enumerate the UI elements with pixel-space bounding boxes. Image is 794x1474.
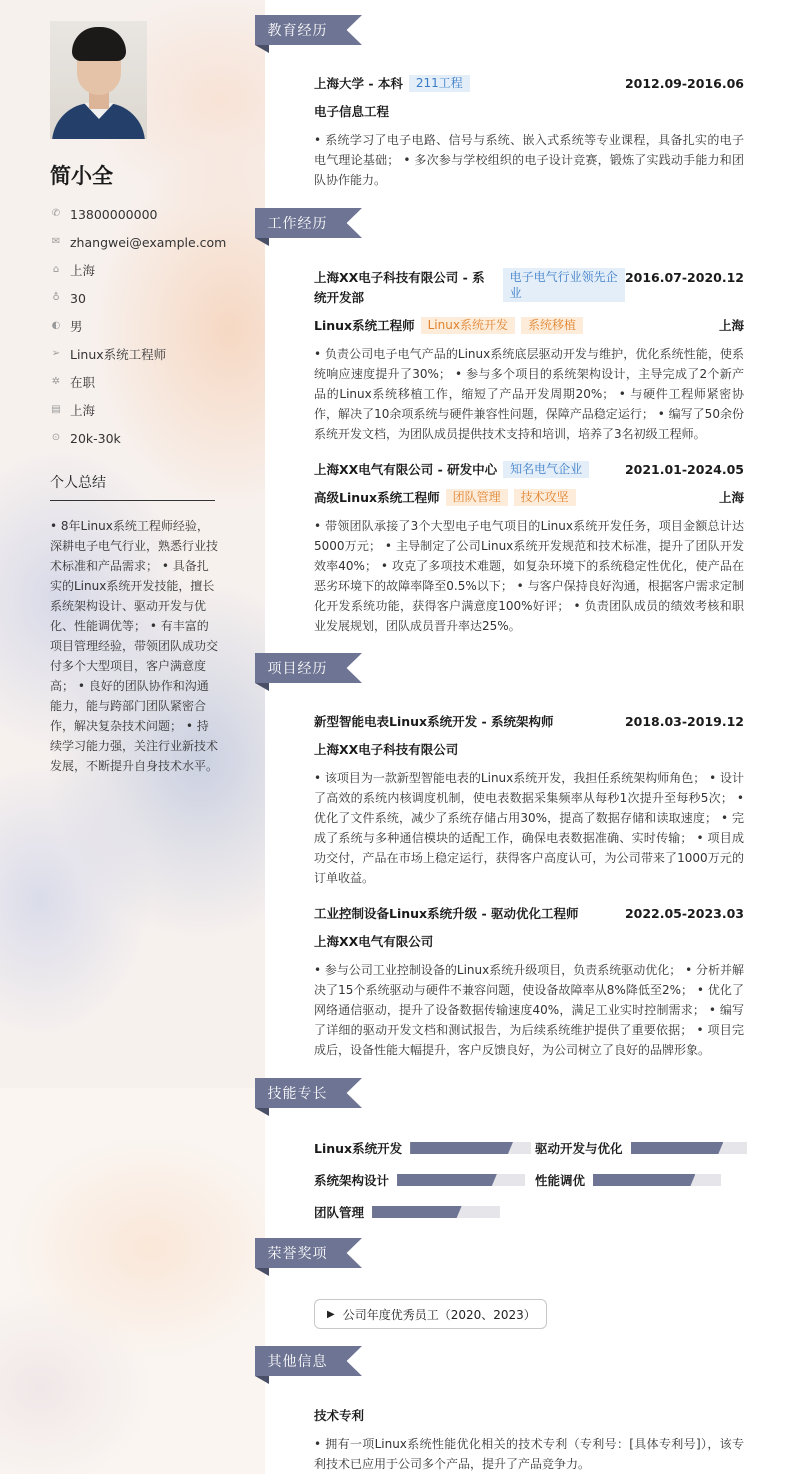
skill-name: Linux系统开发 bbox=[314, 1141, 403, 1156]
education-desc: • 系统学习了电子电路、信号与系统、嵌入式系统等专业课程，具备扎实的电子电气理论基础； • 多次参与学校组织的电子设计竞赛，锻炼了实践动手能力和团队协作能力。 bbox=[314, 133, 744, 187]
section-tab-work bbox=[255, 208, 362, 238]
work-entry bbox=[314, 268, 744, 444]
skill-fill bbox=[410, 1142, 513, 1154]
info-target-city bbox=[50, 396, 226, 424]
skill-name: 系统架构设计 bbox=[314, 1173, 390, 1188]
work-desc: • 带领团队承接了3个大型电子电气项目的Linux系统开发任务，项目金额总计达5000万元； • 主导制定了公司Linux系统开发规范和技术标准，提升了团队开发效率40%； • 攻克了多项技术难题，如复杂环境下的系统稳定性优化，使产品在恶劣环境下的故障率降至0.5%以下； • 与客户保持良好沟通，根据客户需求定制化开发系统功能，获得客户满意度100%好评； • 负责团队成员的绩效考核和职业发展规划，团队成员晋升率达25%。 bbox=[314, 519, 744, 633]
info-target-job bbox=[50, 340, 226, 368]
skill-fill bbox=[397, 1174, 497, 1186]
education-date: 2012.09-2016.06 bbox=[624, 76, 744, 91]
info-salary bbox=[50, 424, 226, 452]
info-email bbox=[50, 228, 226, 256]
caret-right-icon: ▶ bbox=[327, 1308, 335, 1320]
skill-item bbox=[535, 1138, 747, 1158]
skill-bar bbox=[410, 1142, 531, 1154]
section-tab-projects bbox=[255, 653, 362, 683]
section-title: 项目经历 bbox=[255, 653, 340, 683]
section-title: 工作经历 bbox=[255, 208, 340, 238]
award-text: 公司年度优秀员工（2020、2023） bbox=[342, 1307, 536, 1322]
company-tag: 知名电气企业 bbox=[503, 461, 589, 478]
info-gender bbox=[50, 312, 226, 340]
other-entry bbox=[314, 1406, 744, 1474]
home-icon: ⌂ bbox=[52, 264, 60, 275]
work-entry bbox=[314, 460, 744, 636]
section-title: 其他信息 bbox=[255, 1346, 340, 1376]
company-name: 上海XX电气有限公司 - 研发中心 bbox=[314, 462, 498, 477]
company-name: 上海XX电子科技有限公司 - 系统开发部 bbox=[314, 270, 485, 305]
role-tag: 技术攻坚 bbox=[514, 489, 576, 506]
skill-bar bbox=[397, 1174, 525, 1186]
section-title: 教育经历 bbox=[255, 15, 340, 45]
contact-info-list bbox=[50, 200, 226, 452]
company-tag: 电子电气行业领先企业 bbox=[503, 268, 625, 302]
work-date: 2016.07-2020.12 bbox=[624, 270, 744, 285]
skill-bar bbox=[372, 1206, 500, 1218]
skill-item bbox=[314, 1138, 531, 1158]
sidebar-lower-background bbox=[0, 1088, 265, 1474]
section-title: 技能专长 bbox=[255, 1078, 340, 1108]
skill-fill bbox=[593, 1174, 695, 1186]
info-phone bbox=[50, 200, 226, 228]
avatar bbox=[50, 21, 147, 139]
info-text: zhangwei@example.com bbox=[70, 234, 227, 250]
section-tab-awards bbox=[255, 1238, 362, 1268]
info-hometown bbox=[50, 256, 226, 284]
award-item[interactable] bbox=[314, 1299, 547, 1329]
job-location: 上海 bbox=[718, 490, 744, 505]
gender-icon: ◐ bbox=[51, 320, 61, 331]
info-text: 上海 bbox=[70, 403, 96, 418]
project-date: 2022.05-2023.03 bbox=[624, 906, 744, 921]
project-name: 工业控制设备Linux系统升级 - 驱动优化工程师 bbox=[314, 906, 579, 921]
skill-name: 性能调优 bbox=[535, 1173, 586, 1188]
work-date: 2021.01-2024.05 bbox=[624, 462, 744, 477]
role-tag: 系统移植 bbox=[521, 317, 583, 334]
skill-name: 驱动开发与优化 bbox=[535, 1141, 623, 1156]
summary-text: • 8年Linux系统工程师经验，深耕电子电气行业，熟悉行业技术标准和产品需求； • 具备扎实的Linux系统开发技能，擅长系统架构设计、驱动开发与优化、性能调优等； • 有丰富的项目管理经验，带领团队成功交付多个大型项目，客户满意度高； • 良好的团队协作和沟通能力，能与跨部门团队紧密合作，解决复杂技术问题； • 持续学习能力强，关注行业新技术发展，不断提升自身技术水平。 bbox=[50, 519, 219, 773]
education-entry bbox=[314, 74, 744, 190]
section-tab-skills bbox=[255, 1078, 362, 1108]
info-text: 男 bbox=[70, 319, 83, 334]
other-desc: • 拥有一项Linux系统性能优化相关的技术专利（专利号：[具体专利号]），该专利技术已应用于公司多个产品，提升了产品竞争力。 bbox=[314, 1437, 744, 1471]
section-title: 荣誉奖项 bbox=[255, 1238, 340, 1268]
school-name: 上海大学 - 本科 bbox=[314, 76, 403, 91]
job-role: Linux系统工程师 bbox=[314, 318, 415, 333]
sidebar bbox=[0, 0, 265, 1474]
project-entry bbox=[314, 712, 744, 888]
project-date: 2018.03-2019.12 bbox=[624, 714, 744, 729]
project-desc: • 参与公司工业控制设备的Linux系统升级项目，负责系统驱动优化； • 分析并解决了15个系统驱动与硬件不兼容问题，使设备故障率从8%降低至2%； • 优化了网络通信驱动，提升了设备数据传输速度40%，满足工业实时控制需求； • 编写了详细的驱动开发文档和测试报告，为后续系统维护提供了重要依据； • 项目完成后，设备性能大幅提升，客户反馈良好，为公司树立了良好的品牌形象。 bbox=[314, 963, 744, 1057]
job-location: 上海 bbox=[718, 318, 744, 333]
building-icon: ▤ bbox=[51, 404, 61, 415]
work-desc: • 负责公司电子电气产品的Linux系统底层驱动开发与维护，优化系统性能，使系统响应速度提升了30%； • 参与多个项目的系统架构设计，主导完成了2个新产品的Linux系统移植工作，缩短了产品开发周期20%； • 与硬件工程师紧密协作，解决了10余项系统与硬件兼容性问题，保障产品稳定运行； • 编写了50余份系统开发文档，为团队成员提供技术支持和培训，培养了3名初级工程师。 bbox=[314, 347, 744, 441]
info-text: 20k-30k bbox=[70, 430, 121, 446]
skill-item bbox=[314, 1170, 525, 1190]
skill-item bbox=[535, 1170, 721, 1190]
project-name: 新型智能电表Linux系统开发 - 系统架构师 bbox=[314, 714, 554, 729]
salary-icon: ⊙ bbox=[51, 432, 61, 443]
phone-icon: ✆ bbox=[51, 208, 61, 219]
info-text: 在职 bbox=[70, 375, 96, 390]
cake-icon: ♁ bbox=[52, 292, 60, 303]
summary-heading: 个人总结 bbox=[50, 472, 215, 501]
info-status bbox=[50, 368, 226, 396]
info-age bbox=[50, 284, 226, 312]
skill-item bbox=[314, 1202, 500, 1222]
candidate-name: 简小全 bbox=[50, 164, 113, 188]
role-tag: Linux系统开发 bbox=[421, 317, 515, 334]
section-tab-other bbox=[255, 1346, 362, 1376]
status-icon: ✲ bbox=[51, 376, 61, 387]
role-tag: 团队管理 bbox=[446, 489, 508, 506]
skill-fill bbox=[631, 1142, 724, 1154]
skill-bar bbox=[593, 1174, 721, 1186]
skill-bar bbox=[631, 1142, 747, 1154]
info-text: 上海 bbox=[70, 263, 96, 278]
skill-fill bbox=[372, 1206, 462, 1218]
info-text: 13800000000 bbox=[70, 206, 158, 222]
project-desc: • 该项目为一款新型智能电表的Linux系统开发，我担任系统架构师角色； • 设计了高效的系统内核调度机制，使电表数据采集频率从每秒1次提升至每秒5次； • 优化了文件系统，减少了系统存储占用30%，提高了数据存储和读取速度； • 完成了系统与多种通信模块的适配工作，确保电表数据准确、实时传输； • 项目成功交付，产品在市场上稳定运行，获得客户高度认可，为公司带来了1000万元的订单收益。 bbox=[314, 771, 744, 885]
other-title: 技术专利 bbox=[314, 1408, 365, 1423]
job-role: 高级Linux系统工程师 bbox=[314, 490, 440, 505]
school-tag: 211工程 bbox=[409, 75, 470, 92]
project-company: 上海XX电子科技有限公司 bbox=[314, 742, 459, 757]
section-tab-education bbox=[255, 15, 362, 45]
project-entry bbox=[314, 904, 744, 1060]
major: 电子信息工程 bbox=[314, 104, 390, 119]
send-icon: ➢ bbox=[51, 348, 61, 359]
mail-icon: ✉ bbox=[51, 236, 61, 247]
skill-name: 团队管理 bbox=[314, 1205, 365, 1220]
info-text: Linux系统工程师 bbox=[70, 347, 167, 362]
project-company: 上海XX电气有限公司 bbox=[314, 934, 434, 949]
info-text: 30 bbox=[70, 290, 86, 306]
